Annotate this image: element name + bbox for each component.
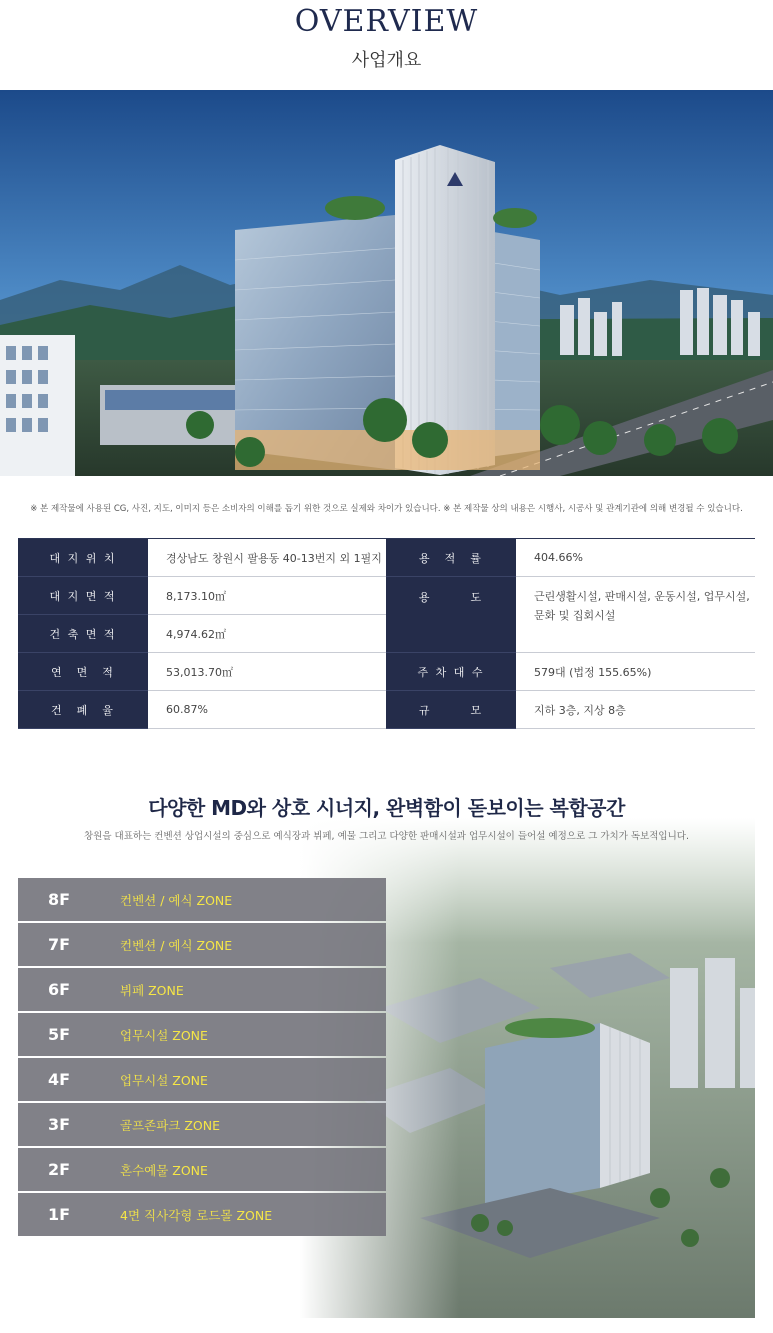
spec-row [18,577,755,615]
spec-label-floor-ratio: 용 적 률 [386,539,516,577]
spec-label-parking: 주 차 대 수 [386,653,516,691]
building-rendering-image [0,90,773,476]
spec-value-floor-ratio: 404.66% [516,539,755,577]
disclaimer-notice: ※ 본 제작물에 사용된 CG, 사진, 지도, 이미지 등은 소비자의 이해를 돕기 위한 것으로 실제와 차이가 있습니다. ※ 본 제작물 상의 내용은 시행사, 시공사 및 관계기관에 의해 변경될 수 있습니다. [30,504,743,514]
spec-value-scale: 지하 3층, 지상 8층 [516,691,755,729]
floor-zone-list [18,878,386,1238]
overview-header [0,0,773,90]
section-subtitle: 창원을 대표하는 컨벤션 상업시설의 중심으로 예식장과 뷔페, 예물 그리고 다양한 판매시설과 업무시설이 들어설 예정으로 그 가치가 독보적입니다. [84,831,689,842]
spec-label-coverage: 건 폐 율 [18,691,148,729]
spec-row [18,653,755,691]
spec-label-gross-area: 연 면 적 [18,653,148,691]
usage-line-1: 근린생활시설, 판매시설, 운동시설, 업무시설, [534,590,750,603]
spec-label-site-location: 대 지 위 치 [18,539,148,577]
floor-number: 2F [47,1160,71,1179]
floor-row-2f [18,1148,386,1191]
floor-row-4f [18,1058,386,1101]
spec-label-site-area: 대 지 면 적 [18,577,148,615]
floor-row-6f [18,968,386,1011]
floor-number: 8F [47,890,71,909]
spec-label-scale: 규 모 [386,691,516,729]
floor-number: 6F [47,980,71,999]
spec-label-building-area: 건 축 면 적 [18,615,148,653]
floor-number: 5F [47,1025,71,1044]
spec-value-usage [516,577,755,653]
spec-label-usage: 용 도 [386,577,516,653]
floor-row-3f [18,1103,386,1146]
floor-zone: 뷔페 ZONE [120,982,184,998]
spec-value-site-area: 8,173.10㎡ [148,577,386,615]
title-ko: 사업개요 [351,50,422,71]
floor-zone: 업무시설 ZONE [120,1072,208,1088]
floor-zone: 업무시설 ZONE [120,1027,208,1043]
title-en: OVERVIEW [294,4,479,39]
floor-row-7f [18,923,386,966]
usage-line-2: 문화 및 집회시설 [534,609,616,622]
floor-number: 4F [47,1070,71,1089]
spec-row [18,539,755,577]
floor-zone: 컨벤션 / 예식 ZONE [120,937,233,953]
floor-number: 1F [47,1205,71,1224]
floor-number: 7F [47,935,71,954]
floor-zone: 골프존파크 ZONE [120,1117,220,1133]
spec-value-gross-area: 53,013.70㎡ [148,653,386,691]
floor-zone: 컨벤션 / 예식 ZONE [120,892,233,908]
floor-number: 3F [47,1115,71,1134]
floor-plan-section [0,760,773,1333]
section-title: 다양한 MD와 상호 시너지, 완벽함이 돋보이는 복합공간 [148,796,625,820]
spec-value-building-area: 4,974.62㎡ [148,615,386,653]
spec-row [18,691,755,729]
spec-value-coverage: 60.87% [148,691,386,729]
spec-value-parking: 579대 (법정 155.65%) [516,653,755,691]
spec-value-site-location: 경상남도 창원시 팔용동 40-13번지 외 1필지 [148,539,386,577]
floor-zone: 4면 직사각형 로드몰 ZONE [120,1207,273,1223]
floor-row-1f [18,1193,386,1236]
floor-row-5f [18,1013,386,1056]
project-spec-table [18,538,755,729]
floor-zone: 혼수예물 ZONE [120,1162,208,1178]
floor-row-8f [18,878,386,921]
